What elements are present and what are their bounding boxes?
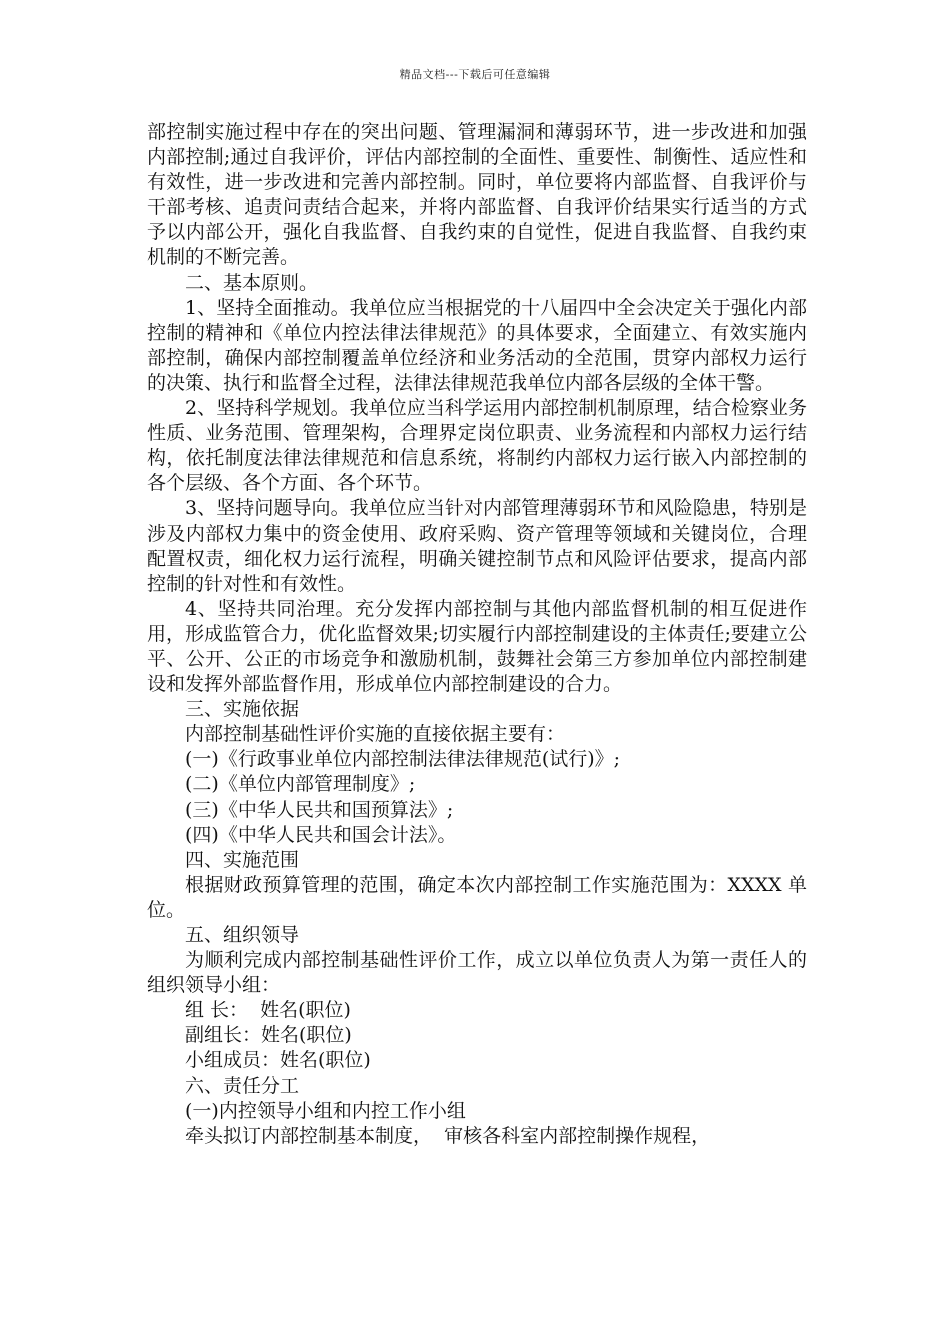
- section-heading-leadership: 五、组织领导: [185, 924, 300, 946]
- paragraph-continued: 部控制实施过程中存在的突出问题、管理漏洞和薄弱环节，进一步改进和加强内部控制;通过自我评价，评估内部控制的全面性、重要性、制衡性、适应性和有效性，进一步改进和完善内部控制。同时，单位要将内部监督、自我评价与干部考核、追责问责结合起来，并将内部监督、自我评价结果实行适当的方式予以内部公开，强化自我监督、自我约束的自觉性，促进自我监督、自我约束机制的不断完善。: [147, 121, 807, 269]
- paragraph-principle-4: 4、坚持共同治理。充分发挥内部控制与其他内部监督机制的相互促进作用，形成监管合力，优化监督效果;切实履行内部控制建设的主体责任;要建立公平、公开、公正的市场竞争和激励机制，鼓舞社会第三方参加单位内部控制建设和发挥外部监督作用，形成单位内部控制建设的合力。: [147, 597, 807, 696]
- members-line: 小组成员：姓名(职位): [185, 1049, 371, 1072]
- list-item-basis-3: (三)《中华人民共和国预算法》;: [185, 798, 454, 821]
- section-heading-scope: 四、实施范围: [185, 848, 300, 871]
- list-item-basis-1: (一)《行政事业单位内部控制法律法律规范(试行)》;: [185, 748, 621, 771]
- paragraph-scope: 根据财政预算管理的范围，确定本次内部控制工作实施范围为：XXXX 单位。: [147, 873, 807, 921]
- section-heading-basic-principles: 二、基本原则。: [185, 271, 319, 294]
- paragraph-leadership: 为顺利完成内部控制基础性评价工作，成立以单位负责人为第一责任人的组织领导小组：: [147, 949, 807, 997]
- paragraph-teams: 牵头拟订内部控制基本制度， 审核各科室内部控制操作规程，: [185, 1124, 711, 1147]
- deputy-leader-line: 副组长：姓名(职位): [185, 1024, 352, 1047]
- paragraph-principle-1: 1、坚持全面推动。我单位应当根据党的十八届四中全会决定关于强化内部控制的精神和《单位内控法律法律规范》的具体要求，全面建立、有效实施内部控制，确保内部控制覆盖单位经济和业务活动的全范围，贯穿内部权力运行的决策、执行和监督全过程，法律法律规范我单位内部各层级的全体干警。: [147, 296, 807, 394]
- paragraph-basis-intro: 内部控制基础性评价实施的直接依据主要有：: [185, 723, 566, 746]
- paragraph-principle-2: 2、坚持科学规划。我单位应当科学运用内部控制机制原理，结合检察业务性质、业务范围、管理架构，合理界定岗位职责、业务流程和内部权力运行结构，依托制度法律法律规范和信息系统，将制约内部权力运行嵌入内部控制的各个层级、各个方面、各个环节。: [147, 397, 807, 495]
- subsection-heading-teams: (一)内控领导小组和内控工作小组: [185, 1099, 466, 1122]
- section-heading-basis: 三、实施依据: [185, 698, 300, 721]
- page-header: 精品文档---下载后可任意编辑: [399, 68, 551, 81]
- paragraph-principle-3: 3、坚持问题导向。我单位应当针对内部管理薄弱环节和风险隐患，特别是涉及内部权力集中的资金使用、政府采购、资产管理等领域和关键岗位，合理配置权责，细化权力运行流程，明确关键控制节点和风险评估要求，提高内部控制的针对性和有效性。: [147, 497, 807, 595]
- document-body: [147, 120, 807, 1149]
- list-item-basis-2: (二)《单位内部管理制度》;: [185, 773, 416, 796]
- section-heading-responsibilities: 六、责任分工: [185, 1074, 300, 1097]
- leader-line: 组 长： 姓名(职位): [185, 999, 351, 1022]
- list-item-basis-4: (四)《中华人民共和国会计法》。: [185, 823, 457, 846]
